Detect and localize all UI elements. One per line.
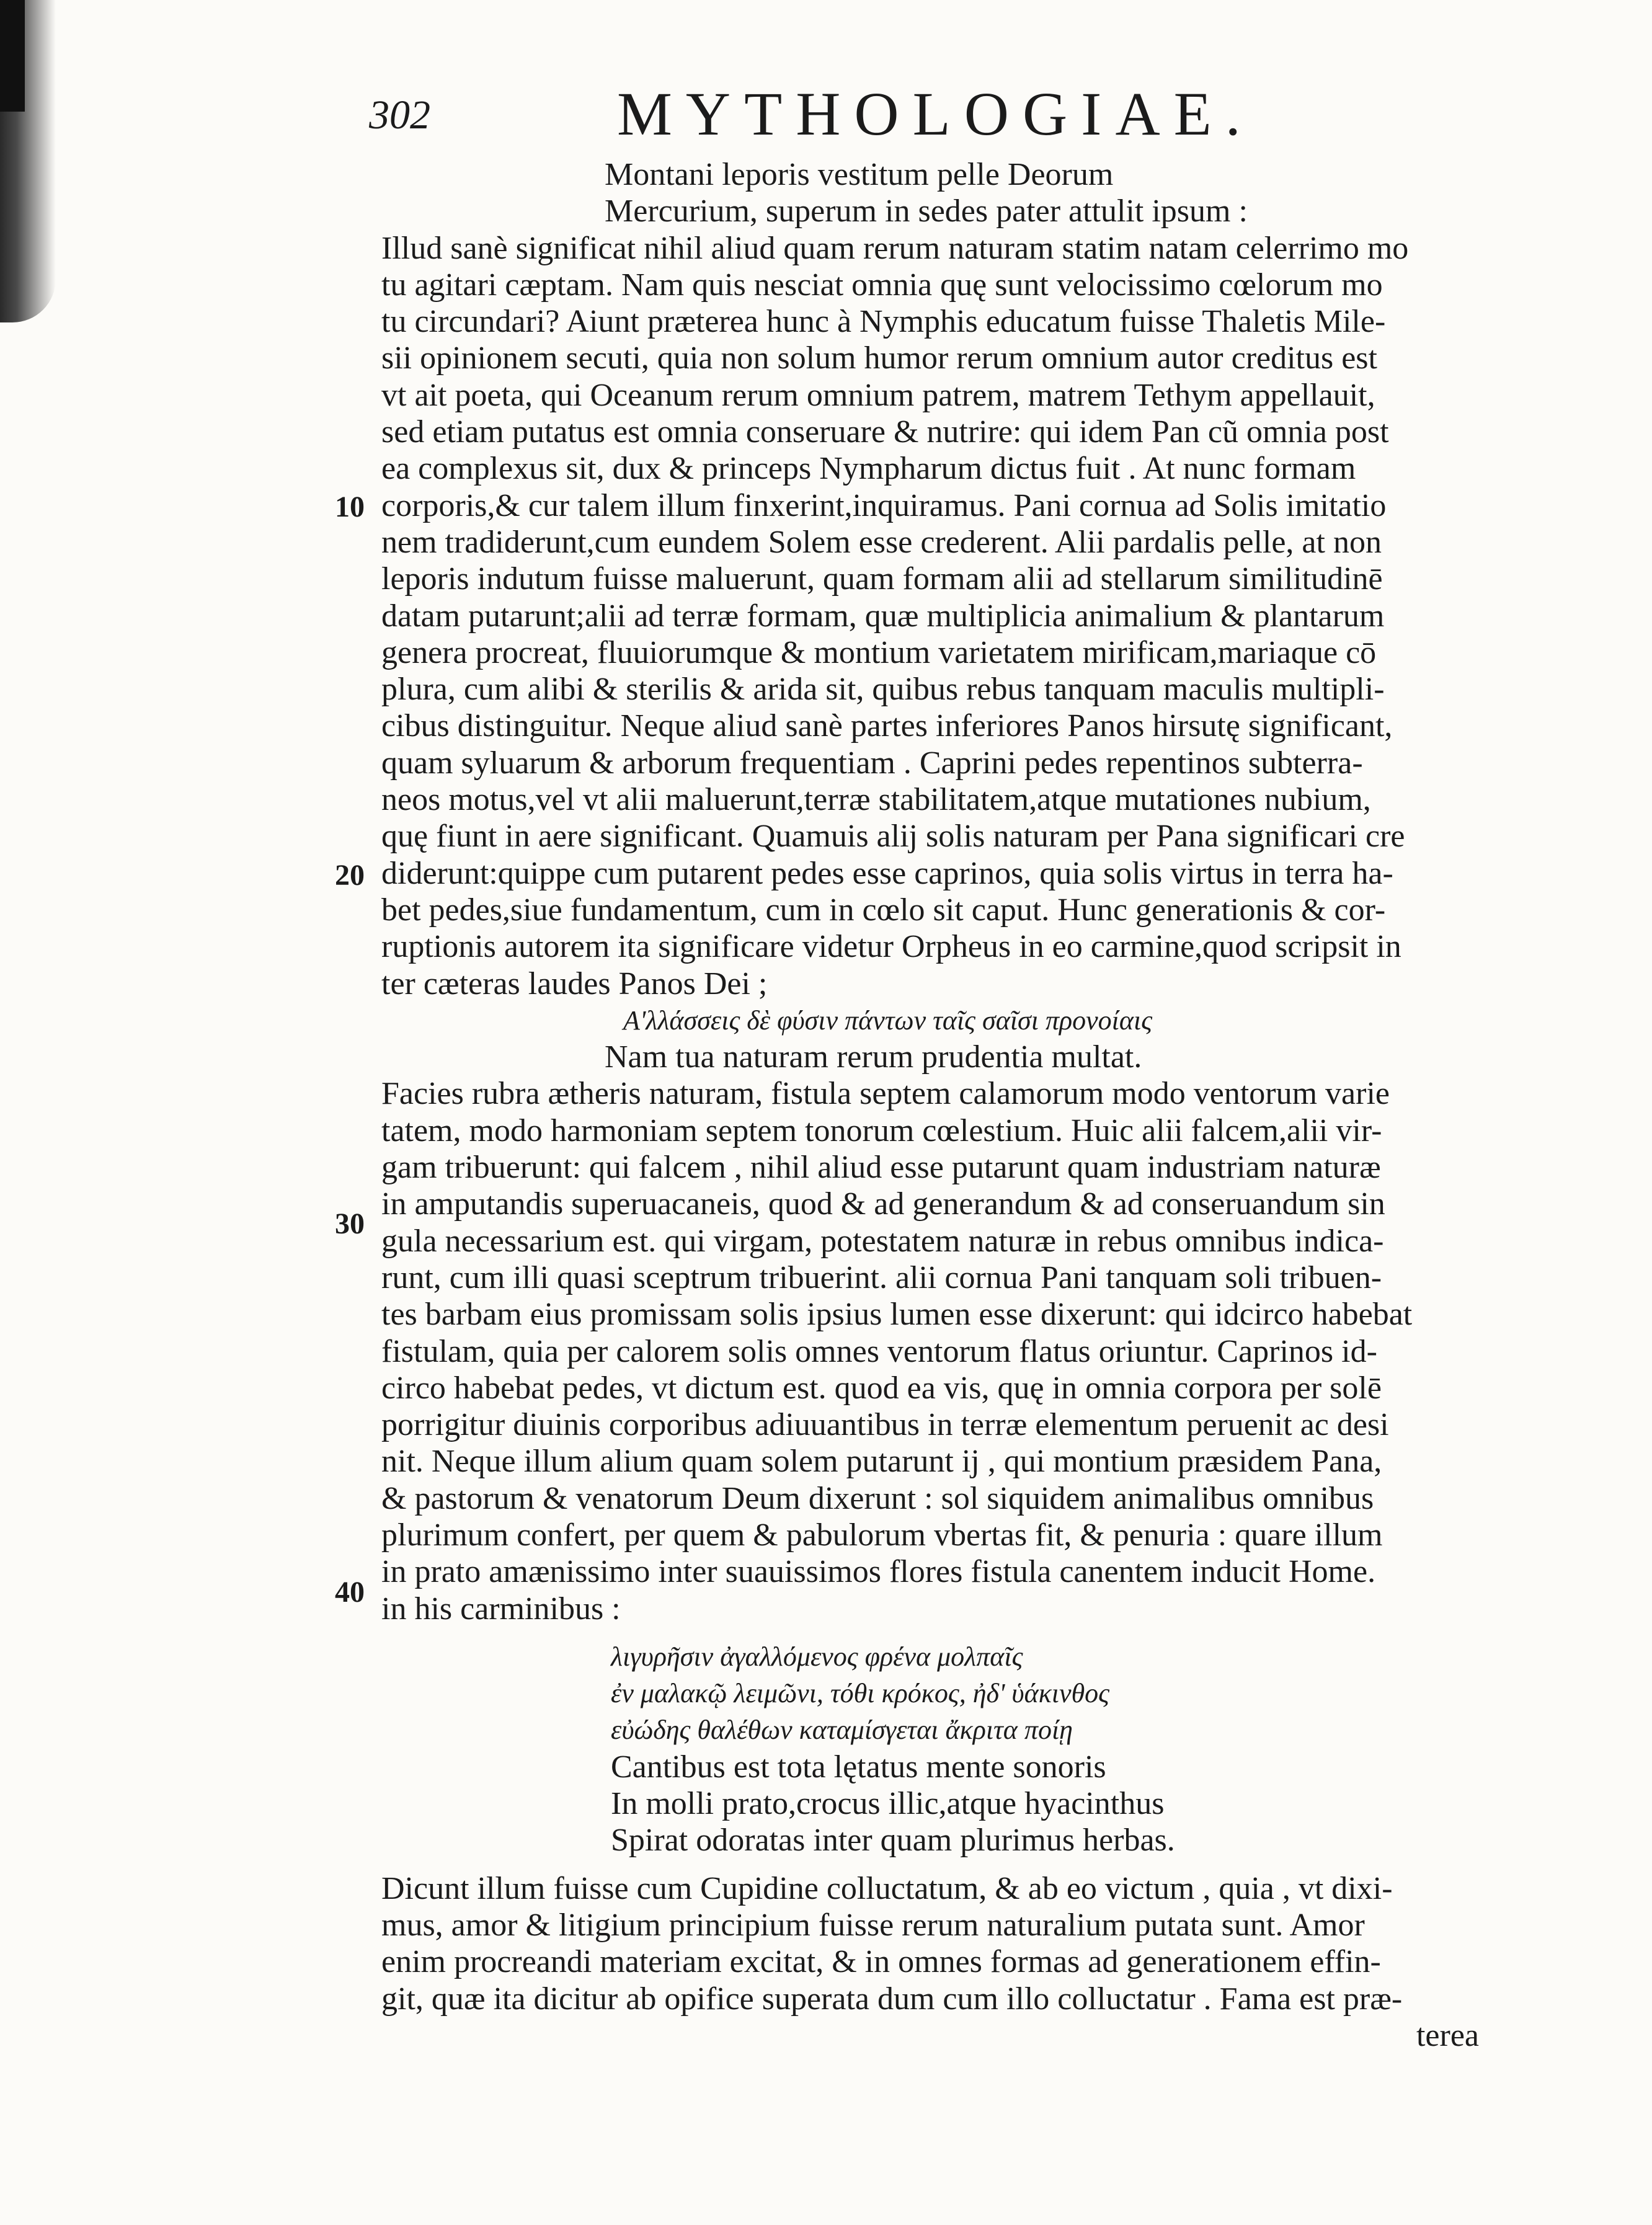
margin-line-number-10: 10 [335, 491, 365, 523]
text-line: ter cæteras laudes Panos Dei ; [381, 966, 768, 1001]
book-binding-edge [0, 0, 25, 112]
margin-line-number-40: 40 [335, 1576, 365, 1609]
greek-verse: εὐώδης θαλέθων καταμίσγεται ἄκριτα ποίῃ [611, 1715, 1073, 1746]
text-line: fistulam, quia per calorem solis omnes ventorum flatus oriuntur. Caprinos id- [381, 1333, 1377, 1369]
latin-verse: Nam tua naturam rerum prudentia multat. [605, 1039, 1142, 1075]
spacer [381, 1859, 1485, 1870]
text-line: vt ait poeta, qui Oceanum rerum omnium patrem, matrem Tethym appellauit, [381, 377, 1375, 413]
text-line: quę fiunt in aere significant. Quamuis alij solis naturam per Pana significari cre [381, 819, 1405, 855]
page-header [369, 73, 1473, 148]
text-line: sii opinionem secuti, quia non solum humor rerum omnium autor creditus est [381, 340, 1377, 376]
text-line: mus, amor & litigium principium fuisse rerum naturalium putata sunt. Amor [381, 1907, 1365, 1943]
verse-line: Mercurium, superum in sedes pater attulit ipsum : [605, 193, 1248, 229]
text-line: tatem, modo harmoniam septem tonorum cœlestium. Huic alii falcem,alii vir- [381, 1112, 1382, 1148]
text-line: plura, cum alibi & sterilis & arida sit, quibus rebus tanquam maculis multipli- [381, 672, 1385, 708]
text-line: cibus distinguitur. Neque aliud sanè partes inferiores Panos hirsutę significant, [381, 708, 1393, 744]
greek-quote: Α'λλάσσεις δὲ φύσιν πάντων ταῖς σαῖσι προνοίαις [623, 1005, 1153, 1036]
text-line: & pastorum & venatorum Deum dixerunt : sol siquidem animalibus omnibus [381, 1480, 1374, 1516]
margin-line-number-30: 30 [335, 1207, 365, 1240]
text-line: tes barbam eius promissam solis ipsius lumen esse dixerunt: qui idcirco habebat [381, 1297, 1413, 1333]
text-line: genera procreat, fluuiorumque & montium varietatem mirificam,mariaque cō [381, 634, 1377, 670]
main-text [381, 156, 1485, 2054]
text-line: bet pedes,siue fundamentum, cum in cœlo sit caput. Hunc generationis & cor- [381, 892, 1386, 928]
text-line: porrigitur diuinis corporibus adiuuantibus in terræ elementum peruenit ac desi [381, 1407, 1389, 1443]
text-line: quam syluarum & arborum frequentiam . Caprini pedes repentinos subterra- [381, 745, 1363, 781]
latin-verse: Spirat odoratas inter quam plurimus herbas. [611, 1823, 1175, 1859]
latin-verse: Cantibus est tota lętatus mente sonoris [611, 1749, 1106, 1785]
running-head: MYTHOLOGIAE. [617, 79, 1255, 148]
text-line: in his carminibus : [381, 1591, 621, 1627]
text-line: plurimum confert, per quem & pabulorum vbertas fit, & penuria : quare illum [381, 1517, 1383, 1553]
text-line: ea complexus sit, dux & princeps Nympharum dictus fuit . At nunc formam [381, 451, 1356, 487]
text-line: nit. Neque illum alium quam solem putarunt ij , qui montium præsidem Pana, [381, 1444, 1382, 1480]
text-line: Facies rubra ætheris naturam, fistula septem calamorum modo ventorum varie [381, 1076, 1390, 1112]
text-line: Dicunt illum fuisse cum Cupidine colluctatum, & ab eo victum , quia , vt dixi- [381, 1870, 1393, 1906]
catchword: terea [1416, 2017, 1479, 2053]
text-line: tu circundari? Aiunt præterea hunc à Nymphis educatum fuisse Thaletis Mile- [381, 304, 1386, 340]
text-line: enim procreandi materiam excitat, & in omnes formas ad generationem effin- [381, 1944, 1381, 1980]
text-line: gula necessarium est. qui virgam, potestatem naturæ in rebus omnibus indica- [381, 1223, 1384, 1259]
text-line: in prato amænissimo inter suauissimos flores fistula canentem inducit Home. [381, 1554, 1376, 1590]
text-line: tu agitari cæptam. Nam quis nesciat omnia quę sunt velocissimo cœlorum mo [381, 267, 1383, 303]
spacer [381, 1627, 1485, 1638]
greek-verse: ἐν μαλακῷ λειμῶνι, τόθι κρόκος, ἠδ' ὑάκινθος [611, 1678, 1110, 1709]
verse-line: Montani leporis vestitum pelle Deorum [605, 157, 1114, 192]
text-line: circo habebat pedes, vt dictum est. quod ea vis, quę in omnia corpora per solē [381, 1370, 1382, 1406]
text-line: Illud sanè significat nihil aliud quam rerum naturam statim natam celerrimo mo [381, 230, 1409, 266]
text-line: datam putarunt;alii ad terræ formam, quæ multiplicia animalium & plantarum [381, 598, 1385, 634]
text-line: neos motus,vel vt alii maluerunt,terræ stabilitatem,atque mutationes nubium, [381, 782, 1371, 818]
text-line: ruptionis autorem ita significare videtur Orpheus in eo carmine,quod scripsit in [381, 929, 1401, 965]
latin-verse: In molli prato,crocus illic,atque hyacinthus [611, 1786, 1165, 1822]
text-line: runt, cum illi quasi sceptrum tribuerint. alii cornua Pani tanquam soli tribuen- [381, 1259, 1382, 1295]
text-line: git, quæ ita dicitur ab opifice superata dum cum illo colluctatur . Fama est præ- [381, 1981, 1403, 2017]
text-line: leporis indutum fuisse maluerunt, quam formam alii ad stellarum similitudinē [381, 561, 1383, 597]
text-line: sed etiam putatus est omnia conseruare & nutrire: qui idem Pan cũ omnia post [381, 414, 1389, 450]
text-line: nem tradiderunt,cum eundem Solem esse crederent. Alii pardalis pelle, at non [381, 524, 1382, 560]
page-number: 302 [369, 92, 430, 138]
text-line: in amputandis superuacaneis, quod & ad generandum & ad conseruandum sin [381, 1186, 1385, 1222]
text-line: diderunt:quippe cum putarent pedes esse caprinos, quia solis virtus in terra ha- [381, 855, 1393, 891]
greek-verse: λιγυρῆσιν ἀγαλλόμενος φρένα μολπαῖς [611, 1641, 1023, 1672]
margin-line-number-20: 20 [335, 859, 365, 892]
text-line: corporis,& cur talem illum finxerint,inquiramus. Pani cornua ad Solis imitatio [381, 487, 1387, 523]
text-line: gam tribuerunt: qui falcem , nihil aliud esse putarunt quam industriam naturæ [381, 1150, 1381, 1186]
